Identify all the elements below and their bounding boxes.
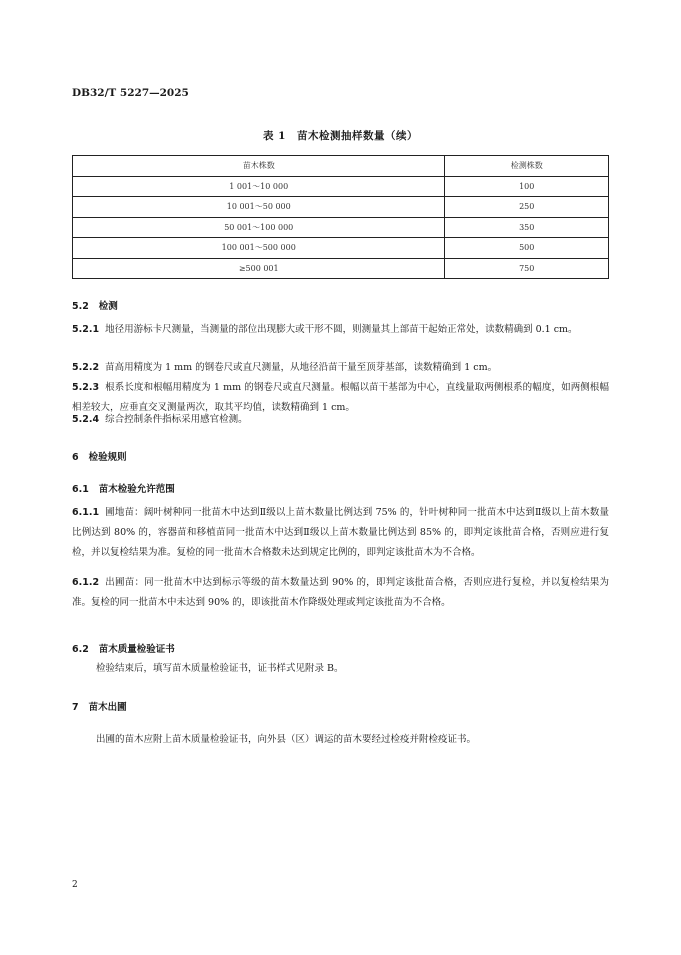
table-cell: 1 001～10 000 [73,176,445,197]
table-cell: 100 001～500 000 [73,238,445,259]
clause-5-2-4 [72,410,609,430]
paragraph-7: 出圃的苗木应附上苗木质量检验证书，向外县（区）调运的苗木要经过检疫并附检疫证书。 [96,734,477,745]
table-cell: 10 001～50 000 [73,197,445,218]
clause-number: 5.2.3 [72,382,100,393]
section-title: 苗木出圃 [88,702,127,713]
table-cell: 500 [445,238,609,259]
section-title: 苗木质量检验证书 [98,644,175,655]
table-row [73,258,609,279]
section-heading-7 [72,699,127,713]
section-number: 6 [72,452,79,463]
clause-number: 5.2.2 [72,362,100,373]
table-header-row [73,156,609,177]
section-heading-5-2 [72,298,118,312]
column-header: 苗木株数 [73,156,445,177]
table-cell: ≥500 001 [73,258,445,279]
table-title: 表 1 苗木检测抽样数量（续） [263,130,418,142]
sampling-table [72,155,609,279]
table-row [73,176,609,197]
clause-text: 综合控制条件指标采用感官检测。 [105,414,248,425]
clause-number: 6.1.2 [72,577,100,588]
section-number: 7 [72,702,79,713]
table-cell: 350 [445,217,609,238]
section-title: 检测 [98,301,118,312]
section-number: 6.1 [72,484,89,495]
section-title: 检验规则 [88,452,127,463]
clause-text: 圃地苗：阔叶树种同一批苗木中达到Ⅱ级以上苗木数量比例达到 75% 的，针叶树种同一批苗木中达到Ⅱ级以上苗木数量比例达到 80% 的，容器苗和移植苗同一批苗木中达到Ⅱ级以上苗木数量比例达到 85% 的，即判定该批苗合格，否则应进行复检，并以复检结果为准。复检的同一批苗木合格数未达到规定比例的，即判定该批苗木为不合格。 [72,507,609,558]
clause-number: 5.2.4 [72,414,100,425]
section-title: 苗木检验允许范围 [98,484,175,495]
section-heading-6 [72,449,127,463]
paragraph-6-2: 检验结束后，填写苗木质量检验证书，证书样式见附录 B。 [96,663,344,674]
section-heading-6-2 [72,641,175,655]
page-number: 2 [72,880,78,890]
section-number: 6.2 [72,644,89,655]
clause-6-1-1 [72,503,609,563]
section-heading-6-1 [72,481,175,495]
table-row [73,197,609,218]
clause-text: 苗高用精度为 1 mm 的钢卷尺或直尺测量，从地径沿苗干量至顶芽基部，读数精确到 1 cm。 [105,362,498,373]
clause-text: 根系长度和根幅用精度为 1 mm 的钢卷尺或直尺测量。根幅以苗干基部为中心，直线量取两侧根系的幅度，如两侧根幅相差较大，应垂直交叉测量两次，取其平均值，读数精确到 1 cm。 [72,382,609,413]
clause-6-1-2 [72,573,609,613]
clause-text: 出圃苗：同一批苗木中达到标示等级的苗木数量达到 90% 的，即判定该批苗合格，否则应进行复检，并以复检结果为准。复检的同一批苗木中未达到 90% 的，即该批苗木作降级处理或判定该批苗为不合格。 [72,577,609,608]
table-cell: 750 [445,258,609,279]
document-code: DB32/T 5227—2025 [72,87,189,99]
table-row [73,238,609,259]
clause-number: 5.2.1 [72,324,100,335]
table-row [73,217,609,238]
section-number: 5.2 [72,301,89,312]
clause-text: 地径用游标卡尺测量，当测量的部位出现膨大或干形不圆，则测量其上部苗干起始正常处，读数精确到 0.1 cm。 [105,324,578,335]
clause-5-2-2 [72,358,609,378]
clause-5-2-1 [72,320,609,340]
table-cell: 100 [445,176,609,197]
table-cell: 50 001～100 000 [73,217,445,238]
clause-number: 6.1.1 [72,507,100,518]
table-cell: 250 [445,197,609,218]
column-header: 检测株数 [445,156,609,177]
